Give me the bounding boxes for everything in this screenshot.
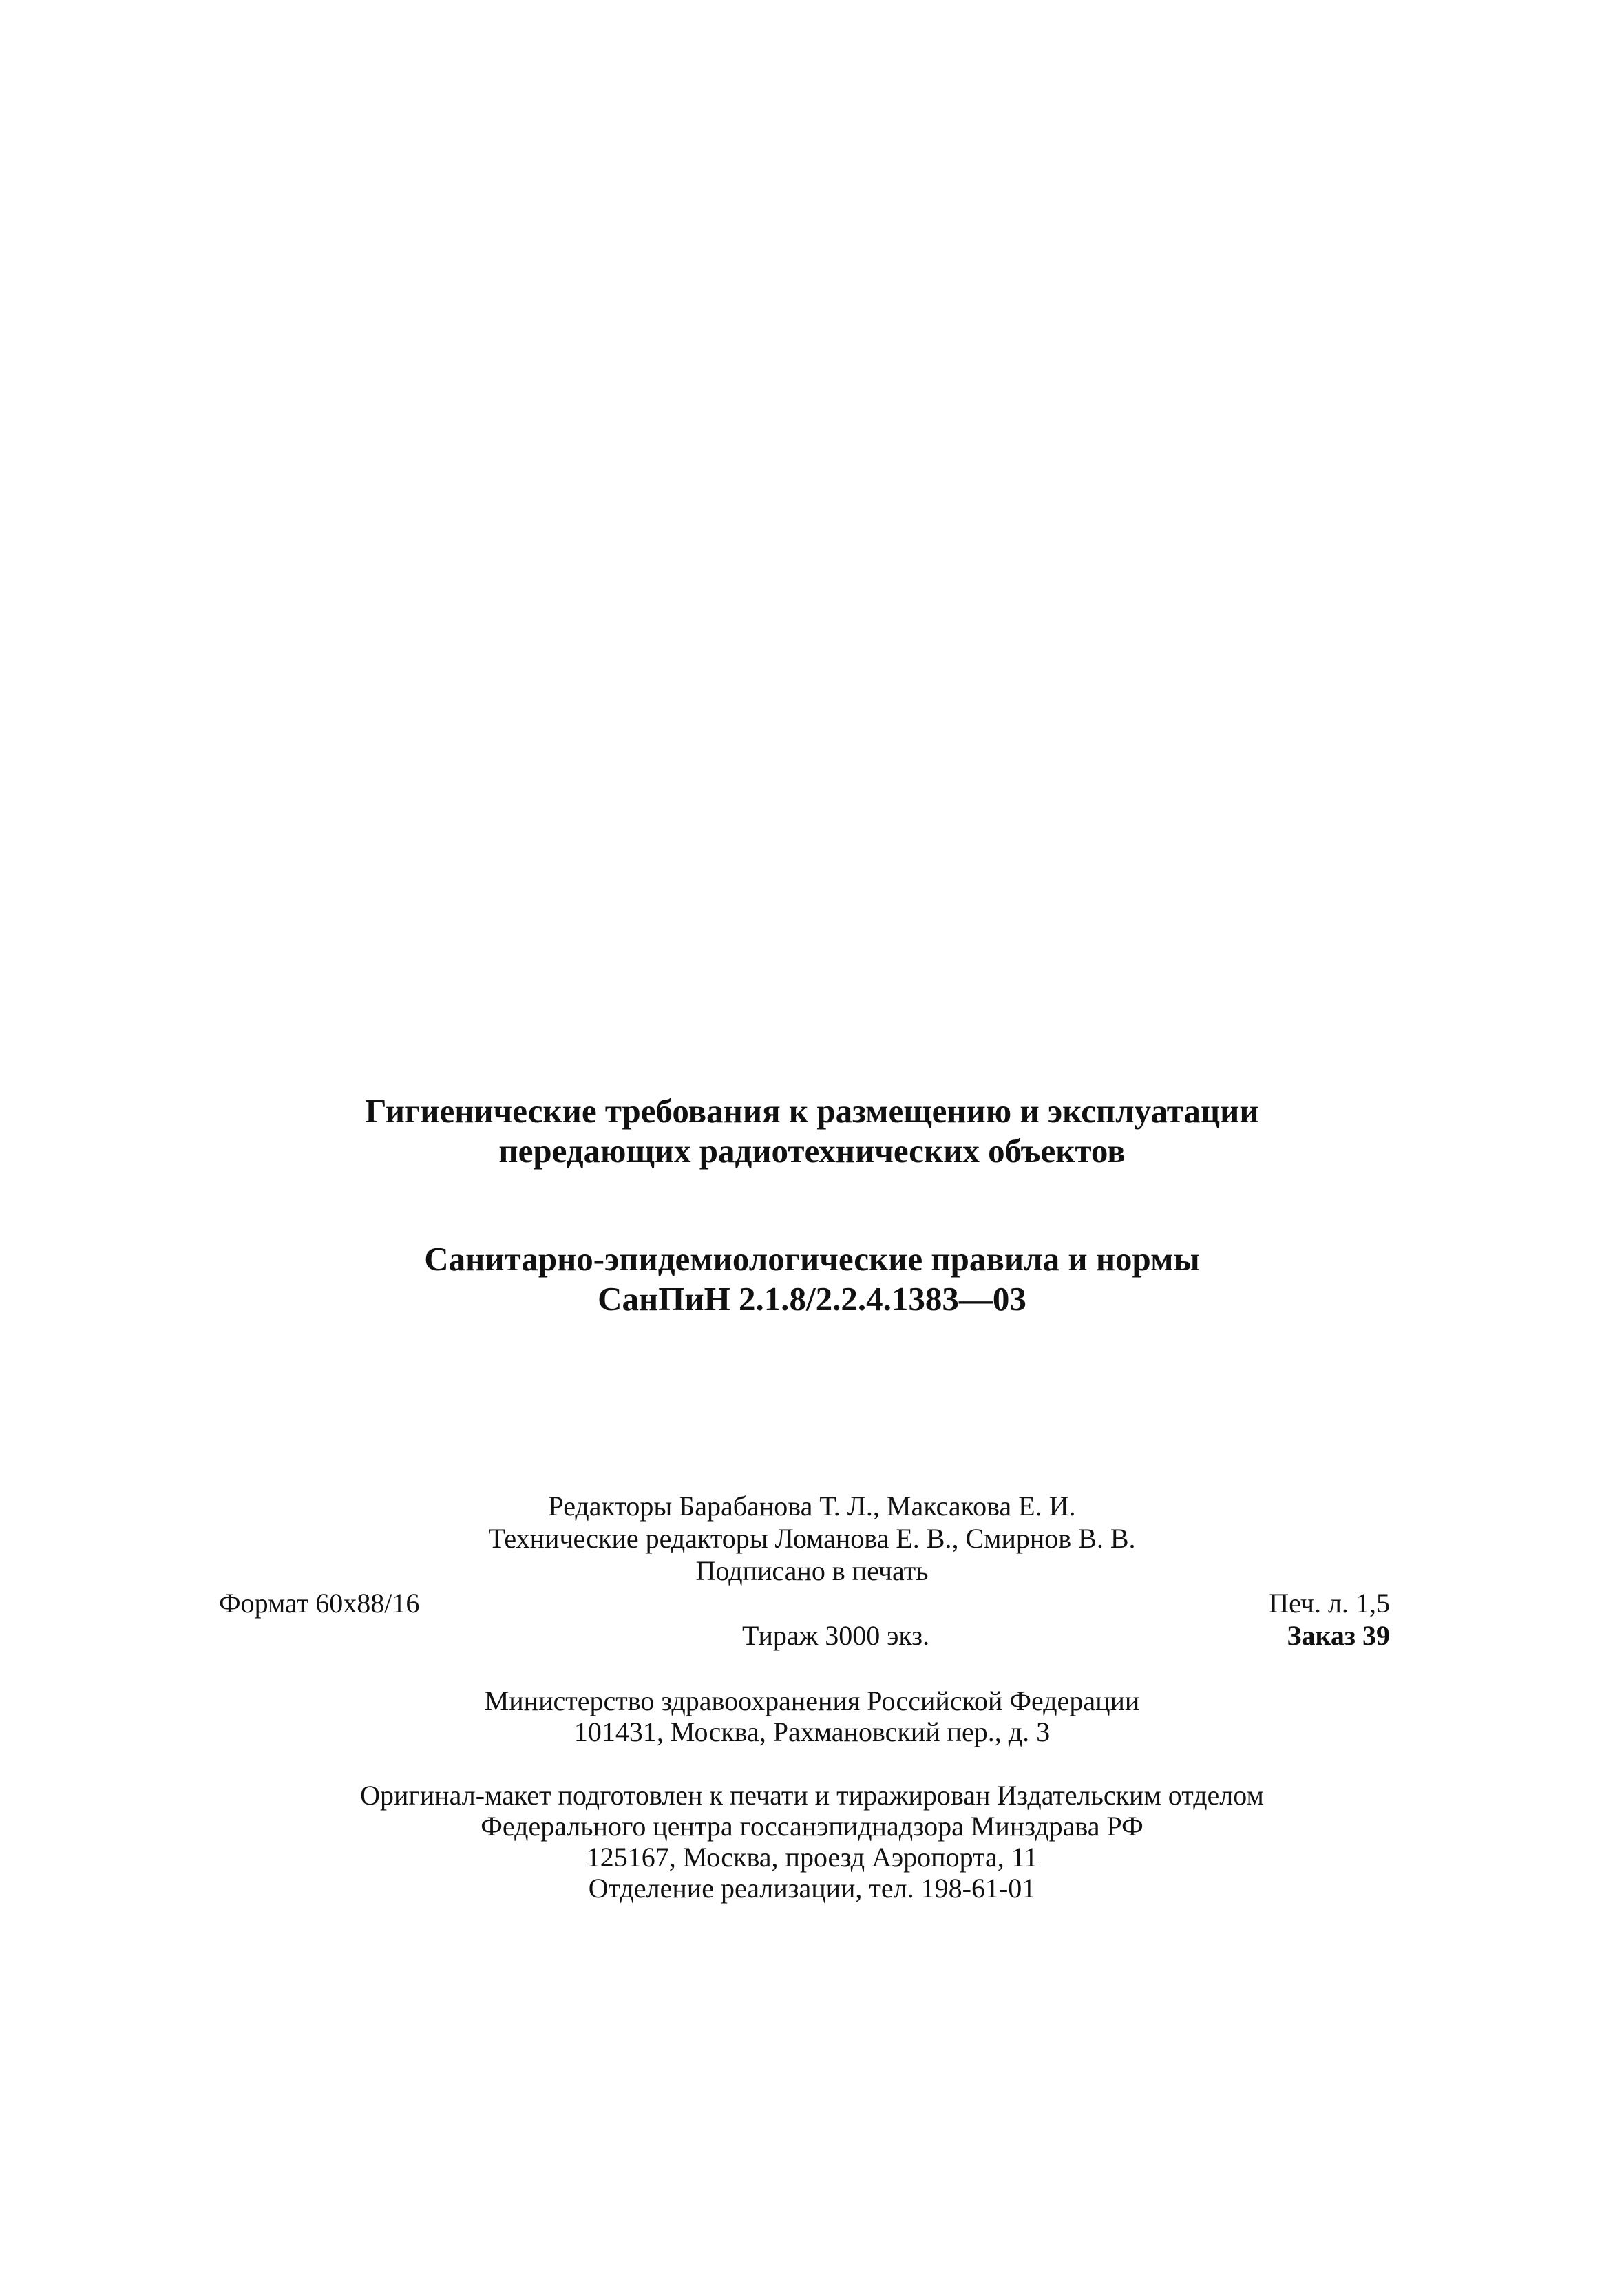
printer-line-4: Отделение реализации, тел. 198-61-01 [588, 1873, 1036, 1904]
publisher-address: 101431, Москва, Рахмановский пер., д. 3 [573, 1716, 1051, 1747]
printer-block [0, 1780, 1624, 1904]
rules-line-2: СанПиН 2.1.8/2.2.4.1383—03 [598, 1280, 1026, 1318]
publisher-name: Министерство здравоохранения Российской Федерации [484, 1685, 1140, 1716]
circulation-info: Тираж 3000 экз. [742, 1620, 930, 1651]
document-title [0, 1091, 1624, 1171]
editors-line: Редакторы Барабанова Т. Л., Максакова Е. И. [548, 1491, 1076, 1522]
rules-line-1: Санитарно-эпидемиологические правила и нормы [424, 1240, 1200, 1278]
publisher-block [0, 1685, 1624, 1747]
printer-line-2: Федерального центра госсанэпиднадзора Минздрава РФ [481, 1811, 1143, 1842]
title-line-1: Гигиенические требования к размещению и эксплуатации [365, 1092, 1259, 1130]
order-info: Заказ 39 [1287, 1620, 1390, 1651]
tech-editors-line: Технические редакторы Ломанова Е. В., Смирнов В. В. [488, 1523, 1136, 1554]
printer-line-3: 125167, Москва, проезд Аэропорта, 11 [586, 1842, 1038, 1873]
sheets-info: Печ. л. 1,5 [1269, 1588, 1390, 1619]
rules-heading [0, 1239, 1624, 1319]
title-line-2: передающих радиотехнических объектов [498, 1132, 1126, 1170]
printer-line-1: Оригинал-макет подготовлен к печати и тиражирован Издательским отделом [360, 1780, 1264, 1811]
format-info: Формат 60х88/16 [219, 1588, 420, 1619]
signed-line: Подписано в печать [695, 1555, 929, 1586]
